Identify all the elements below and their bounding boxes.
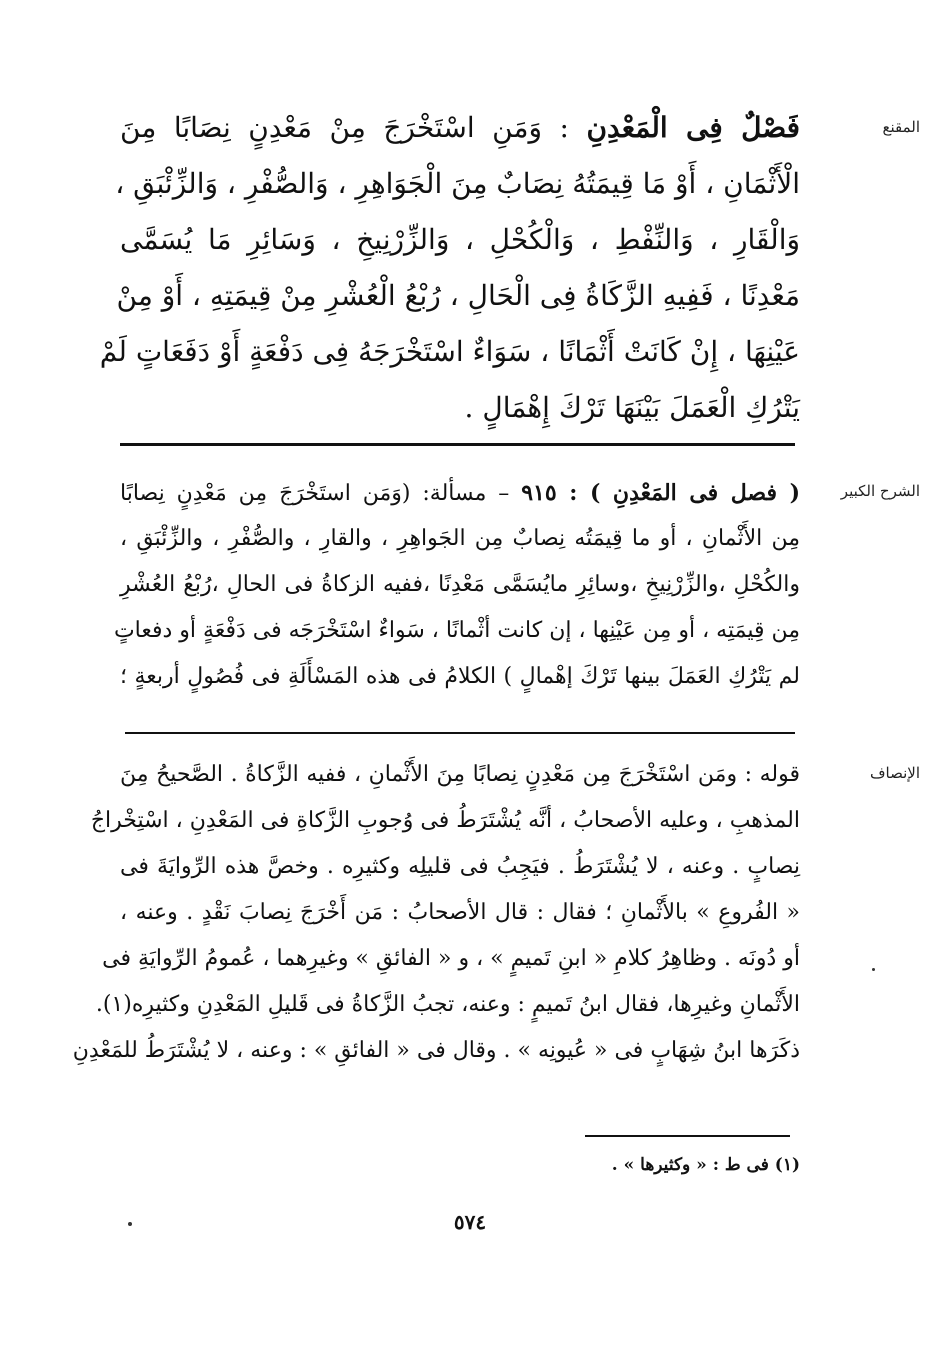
sharh-line-5: لم يَتْرُكِ العَمَلَ بينها تَرْكَ إهْمالٍ ) الكلامُ فى هذه المَسْأَلَةِ فى فُصُولٍ أربعةٍ ؛ (120, 664, 800, 689)
insaf-line-4: « الفُروعِ » بالأَثْمانِ ؛ فقال : قال الأصحابُ : مَن أَخْرَجَ نِصابَ نَقْدٍ . وعنه ، (120, 900, 800, 925)
label-insaf: الإنصاف (869, 764, 920, 782)
label-muqni: المقنع (882, 118, 920, 136)
section-divider-thick (120, 443, 795, 446)
sharh-line-3: والكُحْلِ ،والزِّرْنِيخِ ،وسائِرِ مايُسَمَّى مَعْدِنًا ،ففيه الزكاةُ فى الحالِ ،رُبْعُ العُشْرِ (120, 572, 800, 597)
insaf-line-1: قوله : ومَن اسْتَخْرَجَ مِن مَعْدِنٍ نِصابًا مِنَ الأَثْمانِ ، ففيه الزَّكاةُ . الصَّحيحُ مِنَ (120, 762, 800, 787)
insaf-line-2: المذهبِ ، وعليه الأصحابُ ، أنَّه يُشْتَرَطُ فى وُجوبِ الزَّكاةِ فى المَعْدِنِ ، اسْتِخْراجُ (90, 808, 800, 833)
muqni-text (99, 100, 801, 436)
muqni-line-5: عَيْنِهَا ، إِنْ كَانَتْ أَثْمَانًا ، سَوَاءٌ اسْتَخْرَجَهُ فِى دَفْعَةٍ أَوْ دَفَعَاتٍ لَمْ (99, 335, 800, 368)
sharh-text (113, 470, 801, 700)
insaf-line-6: الأَثْمانِ وغيرِها، فقال ابنُ تَميمٍ : وعنه، تجبُ الزَّكاةُ فى قَليلِ المَعْدِنِ وكثيرِه(١). (95, 992, 800, 1017)
insaf-line-7: ذكَرَها ابنُ شِهَابٍ فى « عُيونِه » . وقال فى « الفائقِ » : وعنه ، لا يُشْتَرَطُ للمَعْدِنِ (72, 1038, 800, 1063)
muqni-line-1-text: : وَمَنِ اسْتَخْرَجَ مِنْ مَعْدِنٍ نِصَابًا مِنَ (120, 111, 569, 144)
muqni-line-4: مَعْدِنًا ، فَفِيهِ الزَّكَاةُ فِى الْحَالِ ، رُبْعُ الْعُشْرِ مِنْ قِيمَتِهِ ، أَوْ مِنْ (116, 279, 800, 312)
muqni-line-6: يَتْرُكِ الْعَمَلَ بَيْنَهَا تَرْكَ إِهْمَالٍ . (464, 391, 800, 424)
sharh-line-1-text: – مسألة: (وَمَن استَخْرَجَ مِن مَعْدِنٍ نِصابًا (120, 481, 510, 506)
insaf-line-3: نِصابٍ . وعنه ، لا يُشْتَرَطُ . فيَجِبُ فى قليلِه وكثيرِه . وخصَّ هذه الرِّوايَةَ فى (120, 854, 800, 879)
page-number: ٥٧٤ (453, 1210, 487, 1234)
footnote: (١) فى ط : « وكثيرها » . (611, 1155, 800, 1175)
muqni-line-2: الْأَثْمَانِ ، أَوْ مَا قِيمَتُهُ نِصَابٌ مِنَ الْجَوَاهِرِ ، وَالصُّفْرِ ، وَالزِّئْبَقِ ، (115, 167, 800, 200)
print-speck (128, 1222, 132, 1226)
insaf-line-5: أو دُونَه . وظاهِرُ كلامِ « ابنِ تَميمٍ » ، و « الفائقِ » وغيرِهما ، عُمومُ الرِّوايَةِ فى (102, 946, 800, 971)
muqni-heading: فَصْلٌ فِى الْمَعْدِنِ (586, 111, 801, 144)
sharh-line-1 (120, 470, 800, 516)
muqni-line-1 (120, 100, 800, 156)
sharh-line-4: مِن قِيمَتِه ، أو مِن عَيْنِها ، إن كانت أثْمانًا ، سَواءٌ اسْتَخْرَجَه فى دَفْعَةٍ أو دفعاتٍ (113, 618, 800, 643)
footnote-separator (585, 1135, 790, 1137)
label-sharh: الشرح الكبير (840, 482, 920, 500)
sharh-line-2: مِن الأَثْمانِ ، أو ما قِيمَتُه نِصابٌ مِن الجَواهِرِ ، والقارِ ، والصُّفْرِ ، والزِّئْبَقِ ، (120, 526, 800, 551)
muqni-line-3: وَالْقَارِ ، وَالنِّفْطِ ، وَالْكُحْلِ ، وَالزِّرْنِيخِ ، وَسَائِرِ مَا يُسَمَّى (120, 223, 800, 256)
insaf-text (72, 752, 800, 1074)
print-speck (872, 968, 875, 971)
section-divider-thin (125, 732, 795, 734)
sharh-heading: ( فصل فى المَعْدِنِ ) : ٩١٥ (521, 480, 801, 506)
